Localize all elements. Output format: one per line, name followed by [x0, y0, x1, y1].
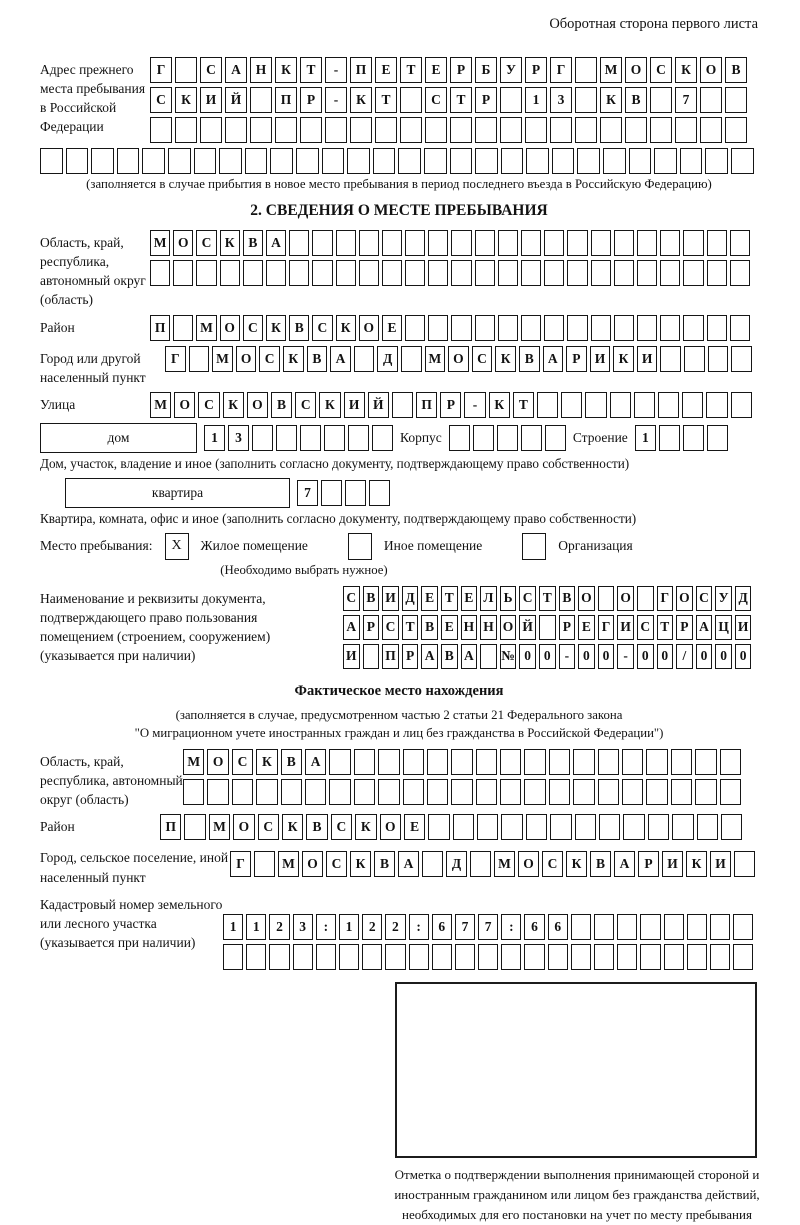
fact-gorod-label: Город, сельское поселение, иной населенный пункт: [40, 850, 229, 885]
prev-address-block: [40, 57, 758, 143]
opt-organizaciya-label: Организация: [558, 538, 633, 554]
raion-block: [40, 315, 758, 341]
dom-label-box: дом: [40, 423, 197, 453]
fact-gorod-block: [40, 845, 758, 886]
gorod-block: [40, 346, 758, 387]
stamp-caption: Отметка о подтверждении выполнения принимающей стороной и иностранным гражданином или лицом без гражданства действий, необходимых для его постановки на учет по месту пребывания: [394, 1166, 760, 1222]
mesto-prebyvaniya-row: [40, 533, 758, 560]
prev-address-label: Адрес прежнего места пребывания в Российской Федерации: [40, 62, 146, 135]
fact-raion-block: [40, 814, 758, 840]
raion-row[interactable]: П М О С К В С К О Е: [150, 315, 750, 341]
kadastr-block: [40, 892, 758, 970]
checkbox-inoe[interactable]: [348, 533, 372, 560]
checkbox-zhiloe[interactable]: X: [165, 533, 189, 560]
fact-gorod-row[interactable]: Г М О С К В А Д М О С К В А Р И К И: [230, 851, 755, 886]
oblast-row-1[interactable]: М О С К В А: [150, 230, 750, 256]
prev-address-note: (заполняется в случае прибытия в новое место пребывания в период последнего въезда в Российскую Федерацию): [86, 177, 712, 191]
kvartira-note: Квартира, комната, офис и иное (заполнить согласно документу, подтверждающему право собственности): [40, 510, 637, 526]
stamp-box: [395, 982, 757, 1158]
mesto-note: (Необходимо выбрать нужное): [220, 562, 388, 577]
mesto-label: Место пребывания:: [40, 538, 153, 554]
fact-raion-label: Район: [40, 819, 75, 835]
dom-note: Дом, участок, владение и иное (заполнить согласно документу, подтверждающему право собственности): [40, 455, 630, 471]
fact-oblast-block: [40, 749, 758, 809]
doc-row-1[interactable]: С В И Д Е Т Е Л Ь С Т В О О Г О С У Д: [343, 586, 751, 611]
gorod-row[interactable]: Г М О С К В А Д М О С К В А Р И К И: [165, 346, 752, 387]
fact-oblast-label: Область, край, республика, автономный округ (область): [40, 753, 183, 808]
doc-row-2[interactable]: А Р С Т В Е Н Н О Й Р Е Г И С Т Р А Ц И: [343, 615, 751, 640]
fact-note-2: "О миграционном учете иностранных граждан и лиц без гражданства в Российской Федерации"): [134, 725, 664, 740]
opt-zhiloe-label: Жилое помещение: [200, 538, 308, 554]
kvartira-row: [40, 478, 758, 508]
prev-address-row-1[interactable]: Г С А Н К Т - П Е Т Е Р Б У Р Г М О С К О В: [150, 57, 747, 83]
fact-raion-row[interactable]: П М О С К В С К О Е: [160, 814, 742, 840]
fact-title: Фактическое место нахождения: [294, 682, 504, 699]
doc-block: [40, 586, 758, 669]
kadastr-row-2[interactable]: [223, 944, 753, 970]
raion-label: Район: [40, 319, 75, 335]
prev-address-row-4[interactable]: [40, 148, 758, 174]
fact-oblast-row-2[interactable]: [183, 779, 741, 805]
oblast-label: Область, край, республика, автономный округ (область): [40, 235, 146, 308]
dom-row: [40, 423, 758, 453]
dom-number-cells[interactable]: 1 3: [204, 425, 393, 451]
kvartira-cells[interactable]: 7: [297, 480, 390, 506]
doc-row-3[interactable]: И П Р А В А № 0 0 - 0 0 - 0 0 / 0 0 0: [343, 644, 751, 669]
stroenie-label: Строение: [572, 429, 628, 445]
oblast-row-2[interactable]: [150, 260, 750, 286]
kadastr-label: Кадастровый номер земельного или лесного участка (указывается при наличии): [40, 896, 223, 951]
korpus-cells[interactable]: [449, 425, 566, 451]
stroenie-cells[interactable]: 1: [635, 425, 728, 451]
doc-label: Наименование и реквизиты документа, подтверждающего право пользования помещением (строением, сооружением) (указывается при наличии): [40, 590, 271, 664]
gorod-label: Город или другой населенный пункт: [40, 350, 146, 385]
ulitsa-row[interactable]: М О С К О В С К И Й П Р - К Т: [150, 392, 752, 418]
prev-address-row-2[interactable]: С К И Й П Р - К Т С Т Р 1 3 К В 7: [150, 87, 747, 113]
kvartira-label-box: квартира: [65, 478, 290, 508]
section-2-title: 2. СВЕДЕНИЯ О МЕСТЕ ПРЕБЫВАНИЯ: [250, 202, 548, 219]
ulitsa-block: [40, 392, 758, 418]
oblast-block: [40, 230, 758, 310]
opt-inoe-label: Иное помещение: [383, 538, 483, 554]
fact-oblast-row-1[interactable]: М О С К В А: [183, 749, 741, 775]
korpus-label: Корпус: [400, 429, 442, 445]
checkbox-organizaciya[interactable]: [522, 533, 546, 560]
prev-address-row-3[interactable]: [150, 117, 747, 143]
kadastr-row-1[interactable]: 1 1 2 3 : 1 2 2 : 6 7 7 : 6 6: [223, 914, 753, 940]
page-header-note: Оборотная сторона первого листа: [549, 16, 758, 32]
ulitsa-label: Улица: [40, 396, 76, 412]
fact-note-1: (заполняется в случае, предусмотренном частью 2 статьи 21 Федерального закона: [175, 707, 623, 722]
